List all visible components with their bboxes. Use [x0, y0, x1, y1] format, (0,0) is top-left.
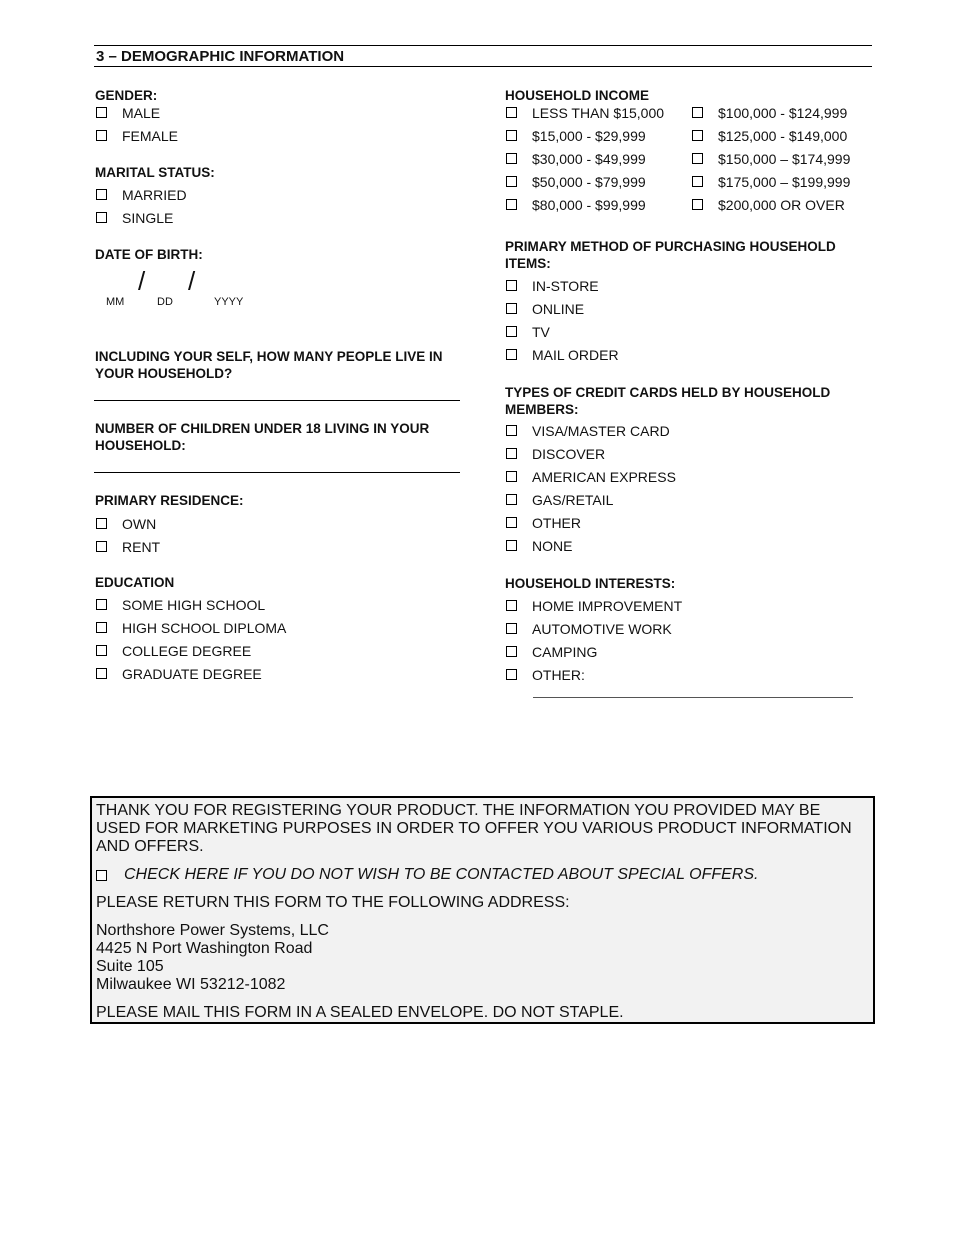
income-option[interactable]: $150,000 – $174,999: [692, 147, 850, 170]
income-option[interactable]: $200,000 OR OVER: [692, 193, 850, 216]
interests-options: [506, 594, 682, 686]
mail-note: PLEASE MAIL THIS FORM IN A SEALED ENVELOPE. DO NOT STAPLE.: [96, 1004, 624, 1021]
education-college-degree-checkbox[interactable]: COLLEGE DEGREE: [96, 639, 286, 662]
credit-card-option[interactable]: GAS/RETAIL: [506, 488, 676, 511]
checkbox-box[interactable]: [506, 494, 517, 505]
income-options-col1: [506, 101, 664, 216]
residence-heading: PRIMARY RESIDENCE:: [95, 493, 244, 508]
credit-cards-options: [506, 419, 676, 557]
household-count-heading: INCLUDING YOUR SELF, HOW MANY PEOPLE LIVE IN YOUR HOUSEHOLD?: [95, 349, 443, 381]
credit-card-option[interactable]: OTHER: [506, 511, 676, 534]
dob-heading: DATE OF BIRTH:: [95, 247, 203, 262]
education-heading: EDUCATION: [95, 575, 175, 590]
dob-month-label: MM: [106, 296, 125, 308]
checkbox-box[interactable]: [96, 668, 107, 679]
credit-cards-heading: TYPES OF CREDIT CARDS HELD BY HOUSEHOLD MEMBERS:: [505, 385, 831, 417]
income-option[interactable]: $125,000 - $149,000: [692, 124, 850, 147]
checkbox-box[interactable]: [506, 303, 517, 314]
checkbox-box[interactable]: [506, 107, 517, 118]
purchasing-option[interactable]: TV: [506, 320, 619, 343]
gender-female-checkbox[interactable]: FEMALE: [96, 124, 178, 147]
purchasing-heading: PRIMARY METHOD OF PURCHASING HOUSEHOLD ITEMS:: [505, 239, 836, 271]
gender-options: [96, 101, 178, 147]
credit-card-option[interactable]: AMERICAN EXPRESS: [506, 465, 676, 488]
checkbox-box[interactable]: [506, 600, 517, 611]
purchasing-option[interactable]: IN-STORE: [506, 274, 619, 297]
credit-card-option[interactable]: DISCOVER: [506, 442, 676, 465]
checkbox-box[interactable]: [96, 870, 107, 881]
notice-box: [90, 796, 875, 1024]
checkbox-box[interactable]: [506, 280, 517, 291]
education-high-school-diploma-checkbox[interactable]: HIGH SCHOOL DIPLOMA: [96, 616, 286, 639]
income-option[interactable]: LESS THAN $15,000: [506, 101, 664, 124]
children-heading: NUMBER OF CHILDREN UNDER 18 LIVING IN YOUR HOUSEHOLD:: [95, 421, 430, 453]
checkbox-box[interactable]: [506, 623, 517, 634]
checkbox-box[interactable]: [506, 199, 517, 210]
checkbox-box[interactable]: [96, 645, 107, 656]
checkbox-box[interactable]: [96, 130, 107, 141]
checkbox-box[interactable]: [96, 212, 107, 223]
credit-card-option[interactable]: VISA/MASTER CARD: [506, 419, 676, 442]
checkbox-box[interactable]: [506, 646, 517, 657]
credit-card-option[interactable]: NONE: [506, 534, 676, 557]
section-title: 3 – DEMOGRAPHIC INFORMATION: [94, 45, 872, 67]
marital-heading: MARITAL STATUS:: [95, 165, 215, 180]
income-option[interactable]: $15,000 - $29,999: [506, 124, 664, 147]
checkbox-box[interactable]: [506, 326, 517, 337]
gender-heading: GENDER:: [95, 88, 158, 103]
income-heading: HOUSEHOLD INCOME: [505, 88, 650, 103]
address-line: Suite 105: [96, 958, 164, 975]
interests-other-field[interactable]: [533, 697, 853, 698]
dob-slash-1: /: [138, 266, 146, 296]
income-option[interactable]: $80,000 - $99,999: [506, 193, 664, 216]
checkbox-box[interactable]: [692, 199, 703, 210]
checkbox-box[interactable]: [96, 189, 107, 200]
checkbox-box[interactable]: [506, 517, 517, 528]
opt-out-checkbox[interactable]: [96, 866, 869, 884]
purchasing-option[interactable]: MAIL ORDER: [506, 343, 619, 366]
address-line: 4425 N Port Washington Road: [96, 940, 313, 957]
interest-option[interactable]: HOME IMPROVEMENT: [506, 594, 682, 617]
income-option[interactable]: $30,000 - $49,999: [506, 147, 664, 170]
income-option[interactable]: $50,000 - $79,999: [506, 170, 664, 193]
interest-option[interactable]: CAMPING: [506, 640, 682, 663]
education-graduate-degree-checkbox[interactable]: GRADUATE DEGREE: [96, 662, 286, 685]
checkbox-box[interactable]: [692, 130, 703, 141]
residence-options: [96, 512, 160, 558]
gender-male-checkbox[interactable]: MALE: [96, 101, 178, 124]
thank-you-text: THANK YOU FOR REGISTERING YOUR PRODUCT. THE INFORMATION YOU PROVIDED MAY BE USED FOR MARKETING PURPOSES IN ORDER TO OFFER YOU VARIOUS PRODUCT INFORMATION AND OFFERS.: [96, 802, 852, 855]
checkbox-box[interactable]: [96, 541, 107, 552]
checkbox-box[interactable]: [506, 153, 517, 164]
purchasing-option[interactable]: ONLINE: [506, 297, 619, 320]
dob-day-label: DD: [157, 296, 173, 308]
checkbox-box[interactable]: [96, 518, 107, 529]
income-option[interactable]: $100,000 - $124,999: [692, 101, 850, 124]
residence-own-checkbox[interactable]: OWN: [96, 512, 160, 535]
checkbox-box[interactable]: [96, 622, 107, 633]
checkbox-box[interactable]: [506, 448, 517, 459]
income-options-col2: [692, 101, 850, 216]
household-count-field[interactable]: [94, 400, 460, 401]
education-some-high-school-checkbox[interactable]: SOME HIGH SCHOOL: [96, 593, 286, 616]
checkbox-box[interactable]: [506, 471, 517, 482]
checkbox-box[interactable]: [506, 130, 517, 141]
marital-options: [96, 183, 187, 229]
checkbox-box[interactable]: [692, 153, 703, 164]
income-option[interactable]: $175,000 – $199,999: [692, 170, 850, 193]
opt-out-text: CHECK HERE IF YOU DO NOT WISH TO BE CONTACTED ABOUT SPECIAL OFFERS.: [124, 866, 759, 883]
interests-heading: HOUSEHOLD INTERESTS:: [505, 576, 676, 591]
checkbox-box[interactable]: [692, 107, 703, 118]
dob-slash-2: /: [188, 266, 196, 296]
address-line: Milwaukee WI 53212-1082: [96, 976, 286, 993]
checkbox-box[interactable]: [96, 107, 107, 118]
return-address-line: PLEASE RETURN THIS FORM TO THE FOLLOWING ADDRESS:: [96, 894, 570, 911]
checkbox-box[interactable]: [506, 669, 517, 680]
checkbox-box[interactable]: [96, 599, 107, 610]
checkbox-box[interactable]: [506, 349, 517, 360]
checkbox-box[interactable]: [506, 425, 517, 436]
dob-year-label: YYYY: [214, 296, 244, 308]
children-count-field[interactable]: [94, 472, 460, 473]
marital-married-checkbox[interactable]: MARRIED: [96, 183, 187, 206]
checkbox-box[interactable]: [692, 176, 703, 187]
education-options: [96, 593, 286, 685]
purchasing-options: [506, 274, 619, 366]
interest-option[interactable]: AUTOMOTIVE WORK: [506, 617, 682, 640]
return-address: [96, 922, 869, 994]
marital-single-checkbox[interactable]: SINGLE: [96, 206, 187, 229]
interest-option[interactable]: OTHER:: [506, 663, 682, 686]
checkbox-box[interactable]: [506, 540, 517, 551]
address-line: Northshore Power Systems, LLC: [96, 922, 329, 939]
checkbox-box[interactable]: [506, 176, 517, 187]
residence-rent-checkbox[interactable]: RENT: [96, 535, 160, 558]
